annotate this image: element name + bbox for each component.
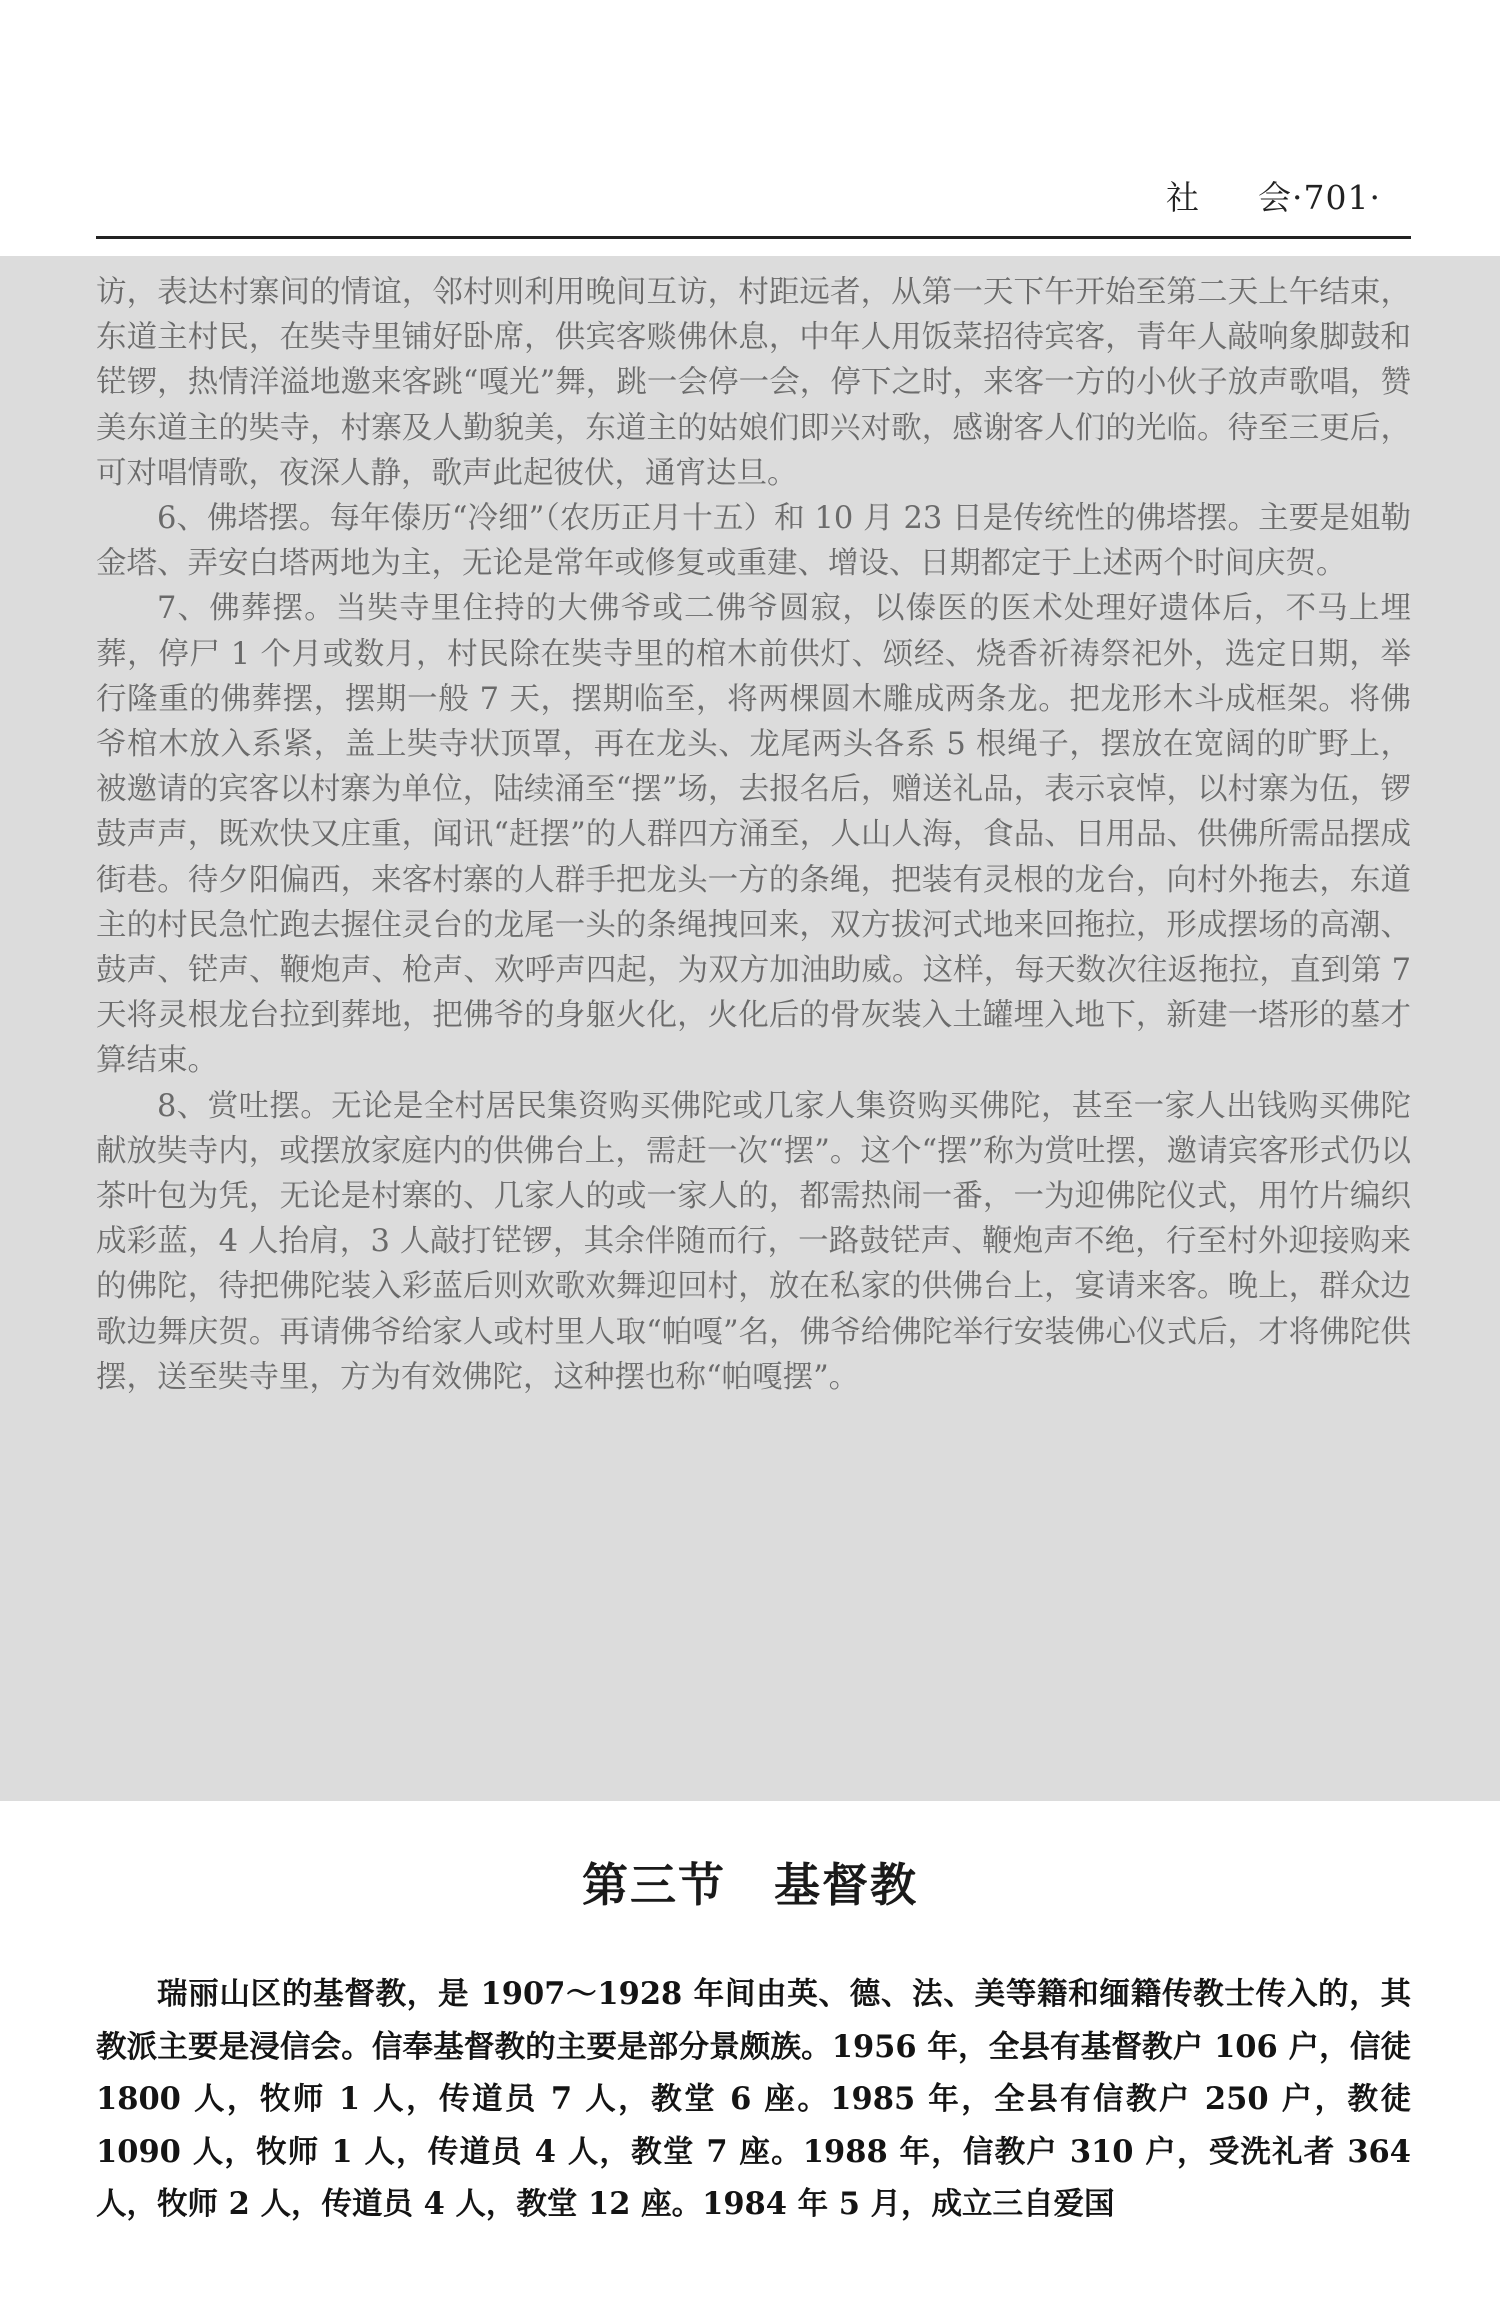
chapter-title-char-1: 社 bbox=[1166, 178, 1201, 217]
paragraph-item-6: 6、佛塔摆。每年傣历“冷细”（农历正月十五）和 10 月 23 日是传统性的佛塔摆。主要是姐勒金塔、弄安白塔两地为主，无论是常年或修复或重建、增设、日期都定于上述两个时间庆贺。 bbox=[96, 501, 1411, 582]
body-paragraph-1: 瑞丽山区的基督教，是 1907～1928 年间由英、德、法、美等籍和缅籍传教士传入的，其教派主要是浸信会。信奉基督教的主要是部分景颇族。1956 年，全县有基督教户 106 户，信徒 1800 人，牧师 1 人，传道员 7 人，教堂 6 座。1985 年，全县有信教户 250 户，教徒 1090 人，牧师 1 人，传道员 4 人，教堂 7 座。1988 年，信教户 310 户，受洗礼者 364 人，牧师 2 人，传道员 4 人，教堂 12 座。1984 年 5 月，成立三自爱国 bbox=[96, 1976, 1411, 2222]
paragraph-item-8: 8、赏吐摆。无论是全村居民集资购买佛陀或几家人集资购买佛陀，甚至一家人出钱购买佛陀献放奘寺内，或摆放家庭内的供佛台上，需赶一次“摆”。这个“摆”称为赏吐摆，邀请宾客形式仍以茶叶包为凭，无论是村寨的、几家人的或一家人的，都需热闹一番，一为迎佛陀仪式，用竹片编织成彩蓝，4 人抬肩，3 人敲打铓锣，其余伴随而行，一路鼓铓声、鞭炮声不绝，行至村外迎接购来的佛陀，待把佛陀装入彩蓝后则欢歌欢舞迎回村，放在私家的供佛台上，宴请来客。晚上，群众边歌边舞庆贺。再请佛爷给家人或村里人取“帕嘎”名，佛爷给佛陀举行安装佛心仪式后，才将佛陀供摆，送至奘寺里，方为有效佛陀，这种摆也称“帕嘎摆”。 bbox=[96, 1088, 1411, 1395]
running-head bbox=[1166, 178, 1381, 218]
paragraph-item-7: 7、佛葬摆。当奘寺里住持的大佛爷或二佛爷圆寂，以傣医的医术处理好遗体后，不马上埋葬，停尸 1 个月或数月，村民除在奘寺里的棺木前供灯、颂经、烧香祈祷祭祀外，选定日期，举行隆重的佛葬摆，摆期一般 7 天，摆期临至，将两棵圆木雕成两条龙。把龙形木斗成框架。将佛爷棺木放入系紧，盖上奘寺状顶罩，再在龙头、龙尾两头各系 5 根绳子，摆放在宽阔的旷野上，被邀请的宾客以村寨为单位，陆续涌至“摆”场，去报名后，赠送礼品，表示哀悼，以村寨为伍，锣鼓声声，既欢快又庄重，闻讯“赶摆”的人群四方涌至，人山人海，食品、日用品、供佛所需品摆成街巷。待夕阳偏西，来客村寨的人群手把龙头一方的条绳，把装有灵根的龙台，向村外拖去，东道主的村民急忙跑去握住灵台的龙尾一头的条绳拽回来，双方拔河式地来回拖拉，形成摆场的高潮、鼓声、铓声、鞭炮声、枪声、欢呼声四起，为双方加油助威。这样，每天数次往返拖拉，直到第 7 天将灵根龙台拉到葬地，把佛爷的身躯火化，火化后的骨灰装入土罐埋入地下，新建一塔形的墓才算结束。 bbox=[96, 591, 1411, 1079]
page-header bbox=[96, 178, 1411, 239]
section-heading: 第三节 基督教 bbox=[582, 1858, 918, 1912]
shaded-text-block bbox=[0, 256, 1500, 1801]
shaded-text-content bbox=[96, 270, 1411, 1400]
chapter-title-char-2: 会 bbox=[1258, 178, 1293, 217]
body-text bbox=[96, 1968, 1411, 2231]
page-number: ·701· bbox=[1292, 178, 1381, 217]
paragraph-continued: 访，表达村寨间的情谊，邻村则利用晚间互访，村距远者，从第一天下午开始至第二天上午结束，东道主村民，在奘寺里铺好卧席，供宾客赕佛休息，中年人用饭菜招待宾客，青年人敲响象脚鼓和铓锣，热情洋溢地邀来客跳“嘎光”舞，跳一会停一会，停下之时，来客一方的小伙子放声歌唱，赞美东道主的奘寺，村寨及人勤貌美，东道主的姑娘们即兴对歌，感谢客人们的光临。待至三更后，可对唱情歌，夜深人静，歌声此起彼伏，通宵达旦。 bbox=[96, 275, 1411, 491]
